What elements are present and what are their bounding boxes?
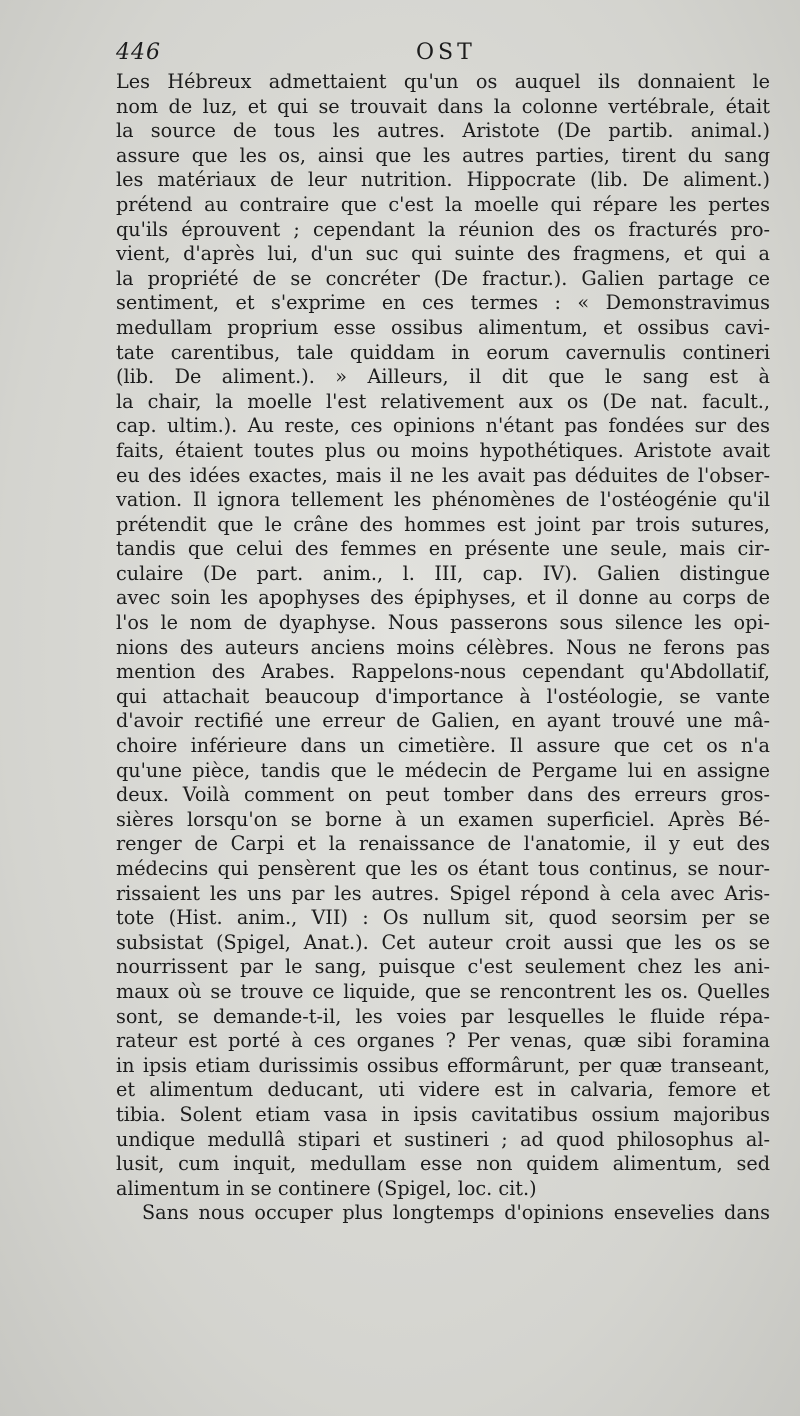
text-line: sentiment, et s'exprime en ces termes : « Demonstravimus [116, 291, 770, 315]
text-line: lusit, cum inquit, medullam esse non quidem alimentum, sed [116, 1152, 770, 1176]
text-line: renger de Carpi et la renaissance de l'anatomie, il y eut des [116, 832, 770, 856]
text-line: tibia. Solent etiam vasa in ipsis cavitatibus ossium majoribus [116, 1102, 770, 1126]
text-line: undique medullâ stipari et sustineri ; ad quod philosophus al- [116, 1127, 770, 1151]
text-line: Les Hébreux admettaient qu'un os auquel ils donnaient le [116, 70, 770, 93]
paragraph-start-line: Sans nous occuper plus longtemps d'opinions ensevelies dans [142, 1201, 770, 1225]
text-line: l'os le nom de dyaphyse. Nous passerons sous silence les opi- [116, 611, 770, 635]
text-line: la propriété de se concréter (De fractur.). Galien partage ce [116, 266, 770, 290]
running-head [116, 40, 770, 70]
text-line: nions des auteurs anciens moins célèbres. Nous ne ferons pas [116, 635, 770, 659]
text-line: prétend au contraire que c'est la moelle qui répare les pertes [116, 192, 770, 216]
text-line: vation. Il ignora tellement les phénomènes de l'ostéogénie qu'il [116, 488, 770, 512]
text-line: d'avoir rectifié une erreur de Galien, en ayant trouvé une mâ- [116, 709, 770, 733]
text-line: sont, se demande-t-il, les voies par lesquelles le fluide répa- [116, 1004, 770, 1028]
text-line: avec soin les apophyses des épiphyses, et il donne au corps de [116, 586, 770, 610]
text-line: subsistat (Spigel, Anat.). Cet auteur croit aussi que les os se [116, 930, 770, 954]
text-line: la source de tous les autres. Aristote (De partib. animal.) [116, 119, 770, 143]
text-line: eu des idées exactes, mais il ne les avait pas déduites de l'obser- [116, 463, 770, 487]
text-line: nom de luz, et qui se trouvait dans la colonne vertébrale, était [116, 94, 770, 118]
text-line: maux où se trouve ce liquide, que se rencontrent les os. Quelles [116, 979, 770, 1003]
text-line: tote (Hist. anim., VII) : Os nullum sit, quod seorsim per se [116, 906, 770, 930]
text-line: deux. Voilà comment on peut tomber dans des erreurs gros- [116, 783, 770, 807]
text-line: vient, d'après lui, d'un suc qui suinte des fragmens, et qui a [116, 242, 770, 266]
text-line: prétendit que le crâne des hommes est joint par trois sutures, [116, 512, 770, 536]
page-number: 446 [116, 40, 161, 65]
text-line: cap. ultim.). Au reste, ces opinions n'étant pas fondées sur des [116, 414, 770, 438]
text-line: (lib. De aliment.). » Ailleurs, il dit que le sang est à [116, 365, 770, 389]
body-text [116, 70, 770, 1226]
text-line: sières lorsqu'on se borne à un examen superficiel. Après Bé- [116, 807, 770, 831]
text-line: choire inférieure dans un cimetière. Il assure que cet os n'a [116, 734, 770, 758]
text-line: nourrissent par le sang, puisque c'est seulement chez les ani- [116, 955, 770, 979]
text-line: mention des Arabes. Rappelons-nous cependant qu'Abdollatif, [116, 660, 770, 684]
text-line: les matériaux de leur nutrition. Hippocrate (lib. De aliment.) [116, 168, 770, 192]
text-line: médecins qui pensèrent que les os étant tous continus, se nour- [116, 857, 770, 880]
text-line: culaire (De part. anim., l. III, cap. IV). Galien distingue [116, 561, 770, 585]
text-line: rateur est porté à ces organes ? Per venas, quæ sibi foramina [116, 1029, 770, 1053]
text-line: la chair, la moelle l'est relativement aux os (De nat. facult., [116, 389, 770, 413]
text-line: qui attachait beaucoup d'importance à l'ostéologie, se vante [116, 684, 770, 708]
text-line: tandis que celui des femmes en présente une seule, mais cir- [116, 537, 770, 561]
text-line: faits, étaient toutes plus ou moins hypothétiques. Aristote avait [116, 438, 770, 462]
text-line: in ipsis etiam durissimis ossibus efformârunt, per quæ transeant, [116, 1053, 770, 1077]
text-line: rissaient les uns par les autres. Spigel répond à cela avec Aris- [116, 881, 770, 905]
text-line: tate carentibus, tale quiddam in eorum cavernulis contineri [116, 340, 770, 364]
text-line: assure que les os, ainsi que les autres parties, tirent du sang [116, 143, 770, 167]
text-line: medullam proprium esse ossibus alimentum, et ossibus cavi- [116, 315, 770, 339]
text-line: qu'une pièce, tandis que le médecin de Pergame lui en assigne [116, 758, 770, 782]
running-title: OST [416, 40, 476, 65]
text-line: alimentum in se continere (Spigel, loc. cit.) [116, 1176, 537, 1200]
text-line: et alimentum deducant, uti videre est in calvaria, femore et [116, 1078, 770, 1102]
text-line: qu'ils éprouvent ; cependant la réunion des os fracturés pro- [116, 217, 770, 241]
